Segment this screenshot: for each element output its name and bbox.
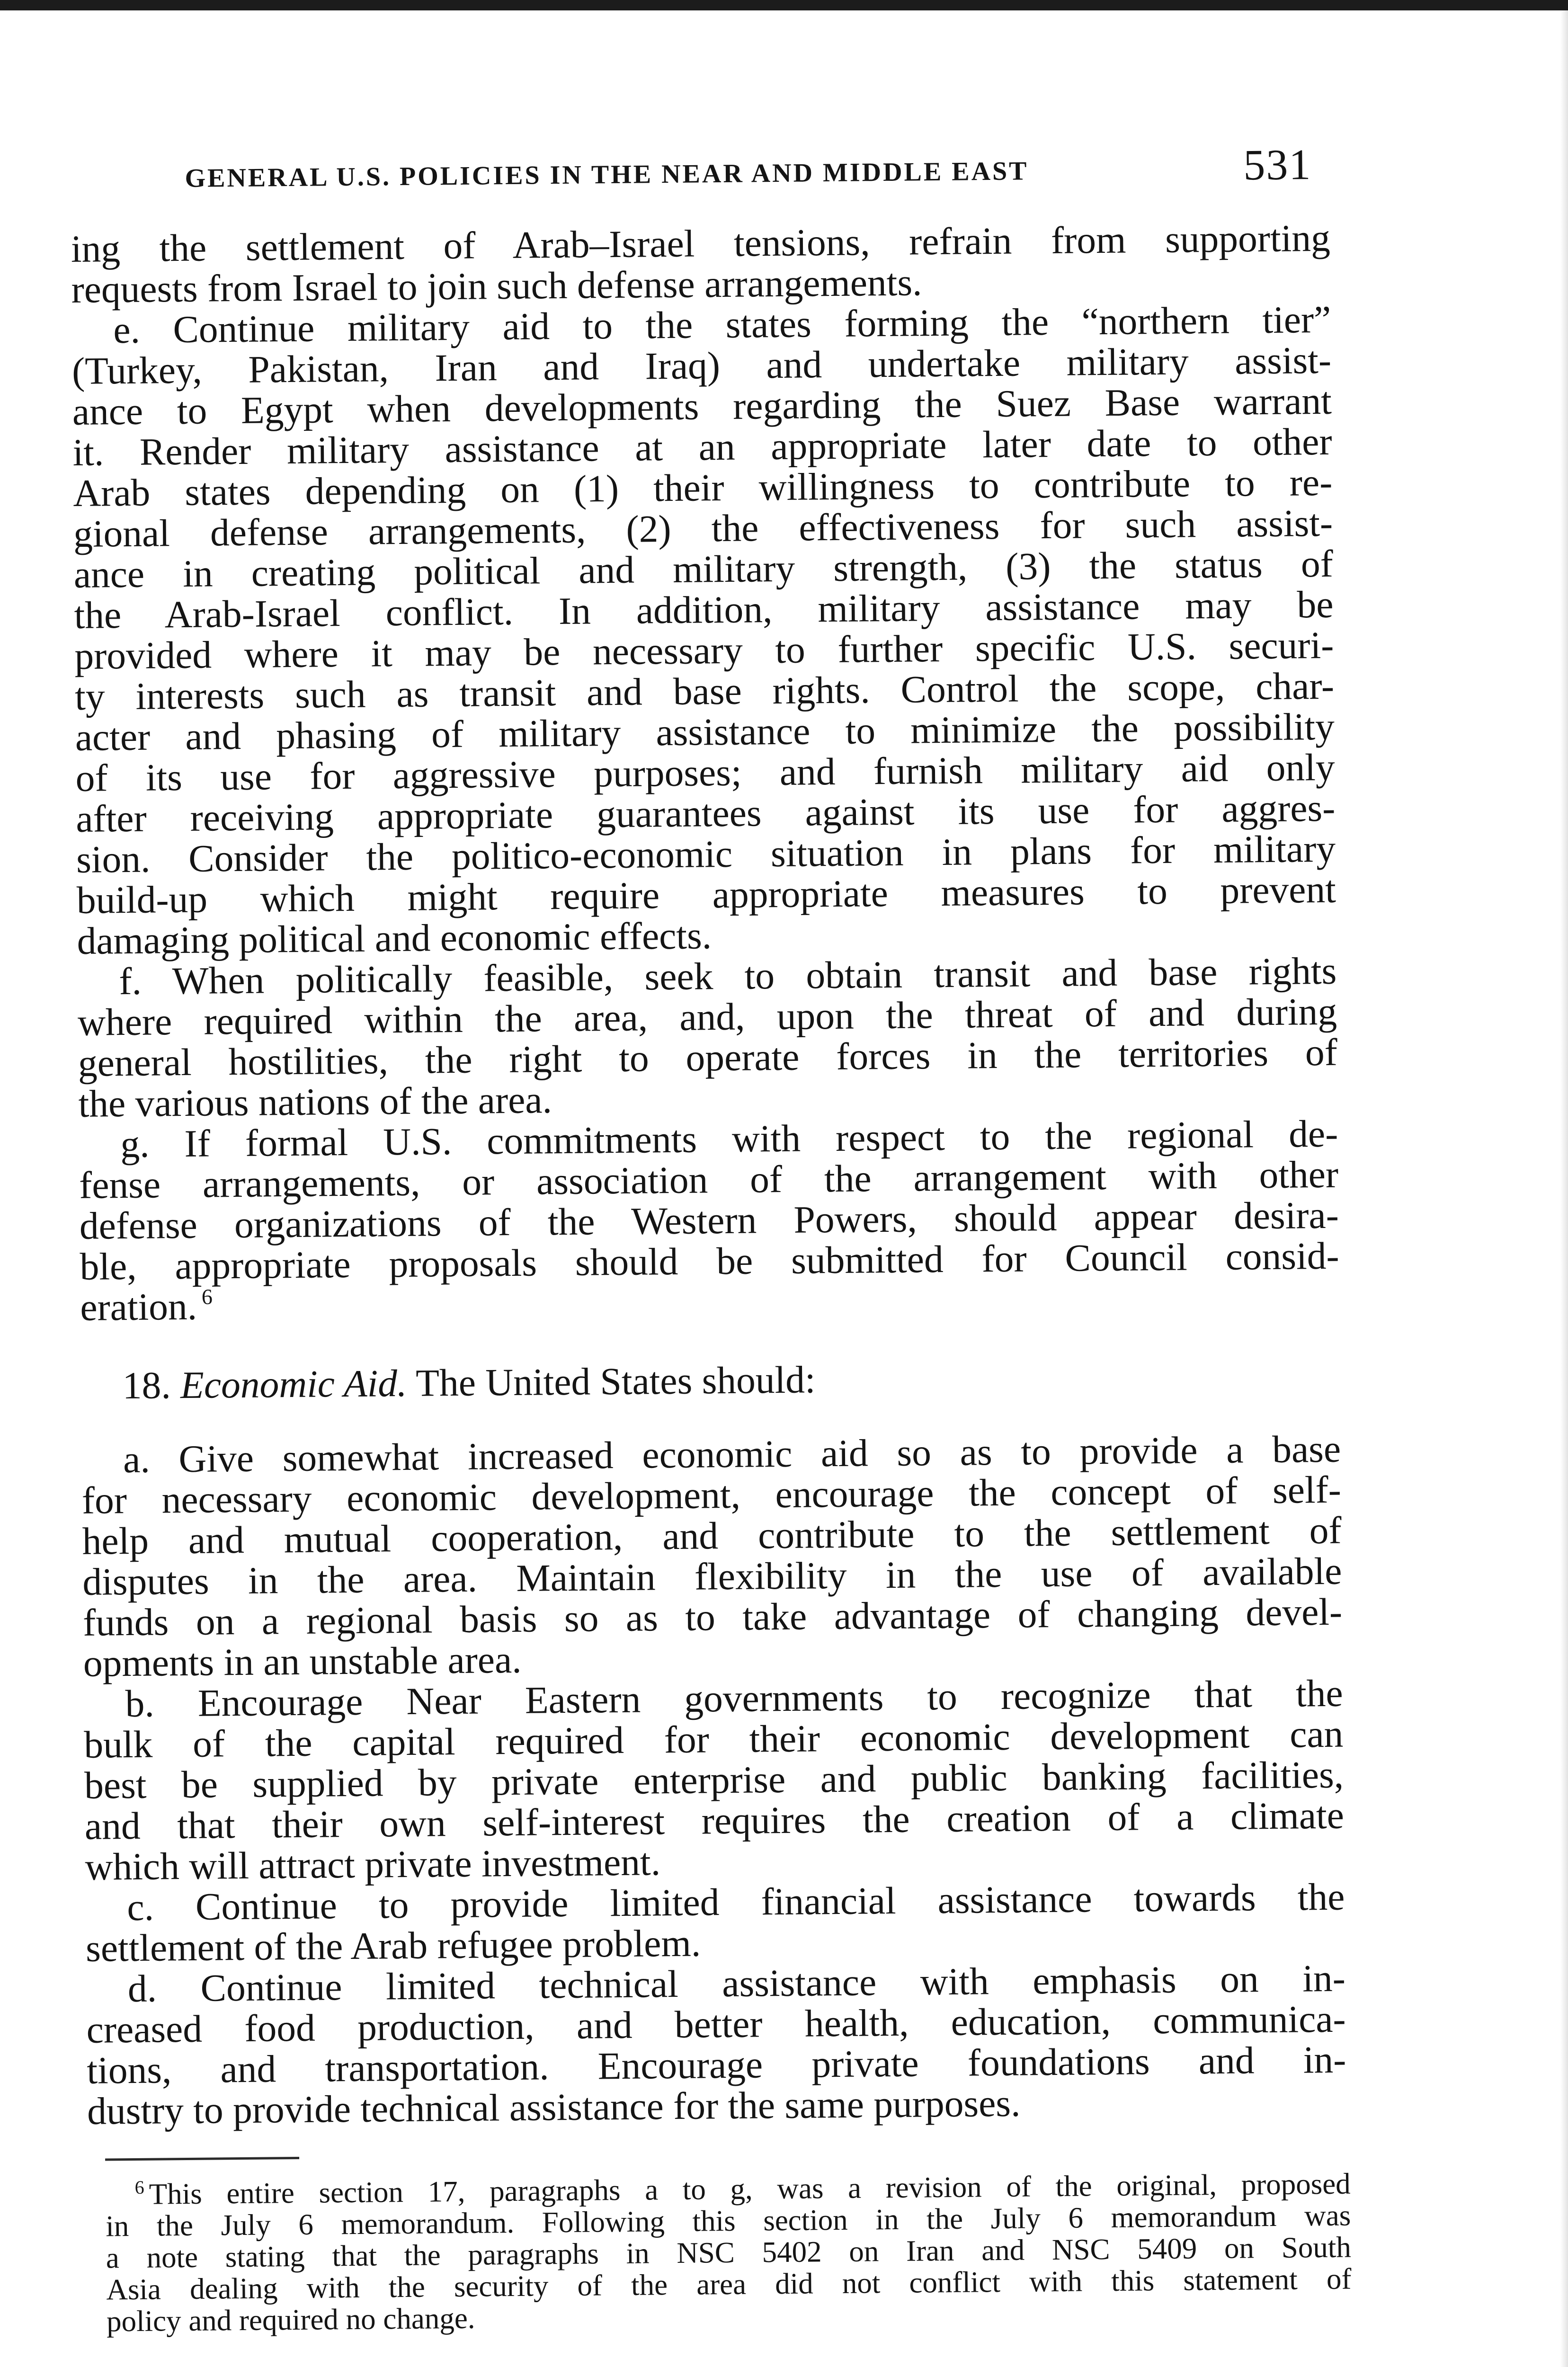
paragraph-g-line: ble, appropriate proposals should be submitted for Council consid- — [80, 1234, 1339, 1288]
page-number: 531 — [1243, 140, 1312, 189]
paragraph-e-line: it. Render military assistance at an appropriate later date to other — [72, 419, 1332, 474]
paragraph-g-line: g. If formal U.S. commitments with respect to the regional de- — [120, 1112, 1338, 1166]
paragraph-e-line: sion. Consider the politico-economic situation in plans for military — [76, 827, 1336, 881]
paragraph-18a-line: funds on a regional basis so as to take advantage of changing devel- — [82, 1590, 1343, 1644]
paragraph-18b-line: and that their own self-interest requires the creation of a climate — [84, 1793, 1345, 1848]
paragraph-f-line: where required within the area, and, upon the threat of and during — [77, 989, 1337, 1044]
paragraph-e-line: Arab states depending on (1) their willingness to contribute to re- — [72, 460, 1333, 515]
footnote-line: a note stating that the paragraphs in NSC 5402 on Iran and NSC 5409 on South — [106, 2230, 1352, 2275]
paragraph-e-line: provided where it may be necessary to further specific U.S. securi- — [74, 623, 1334, 677]
paragraph-18d-line: d. Continue limited technical assistance with emphasis on in- — [127, 1956, 1346, 2011]
paragraph-e-line: build-up which might require appropriate measures to prevent — [76, 867, 1336, 922]
paragraph-18d-line: creased food production, and better health, education, communica- — [86, 1997, 1346, 2051]
paragraph-e-line: the Arab-Israel conflict. In addition, military assistance may be — [74, 582, 1334, 637]
body-text — [71, 218, 1346, 2132]
paragraph-f-line: f. When politically feasible, seek to obtain transit and base rights — [118, 949, 1337, 1003]
section-title: Economic Aid. — [180, 1361, 407, 1407]
text-line: ing the settlement of Arab–Israel tensions, refrain from supporting — [71, 216, 1331, 271]
section-number: 18. — [122, 1363, 171, 1407]
paragraph-18b-line: b. Encourage Near Eastern governments to recognize that the — [125, 1671, 1343, 1726]
paragraph-e-line: gional defense arrangements, (2) the effectiveness for such assist- — [73, 501, 1333, 555]
paragraph-f-line: general hostilities, the right to operate forces in the territories of — [78, 1030, 1338, 1085]
section-lead: The United States should: — [415, 1358, 816, 1405]
paragraph-e-line: e. Continue military aid to the states forming the “northern tier” — [113, 297, 1331, 352]
paragraph-e-line: ance to Egypt when developments regarding the Suez Base warrant — [72, 379, 1332, 433]
footnote-divider — [105, 2157, 299, 2161]
paragraph-g-line: eration. — [80, 1284, 197, 1329]
paragraph-g-line: fense arrangements, or association of the arrangement with other — [79, 1152, 1339, 1207]
footnote-line: in the July 6 memorandum. Following this section in the July 6 memorandum was — [105, 2198, 1351, 2243]
paragraph-18b-line: which will attract private investment. — [85, 1840, 661, 1888]
paragraph-18c-line: c. Continue to provide limited financial assistance towards the — [127, 1875, 1345, 1929]
paragraph-18d-line: dustry to provide technical assistance for the same purposes. — [87, 2081, 1021, 2133]
paragraph-e-line: (Turkey, Pakistan, Iran and Iraq) and undertake military assist- — [71, 338, 1332, 393]
footnote-number: 6 — [134, 2176, 144, 2198]
paragraph-18b-line: bulk of the capital required for their economic development can — [84, 1712, 1344, 1766]
paragraph-e-line: ance in creating political and military strength, (3) the status of — [73, 542, 1334, 596]
paragraph-18a-line: help and mutual cooperation, and contribute to the settlement of — [82, 1508, 1342, 1563]
paragraph-f-line: the various nations of the area. — [78, 1078, 552, 1125]
paragraph-18a-line: opments in an unstable area. — [83, 1637, 522, 1685]
footnote-block — [105, 2168, 1352, 2338]
footnote-line: This entire section 17, paragraphs a to g, was a revision of the original, proposed — [149, 2167, 1351, 2211]
paragraph-e-line: ty interests such as transit and base rights. Control the scope, char- — [74, 664, 1335, 718]
paragraph-e-line: damaging political and economic effects. — [77, 914, 712, 962]
paragraph-18a-line: for necessary economic development, encourage the concept of self- — [81, 1468, 1342, 1522]
footnote-reference[interactable]: 6 — [201, 1284, 213, 1309]
paragraph-18d-line: tions, and transportation. Encourage private foundations and in- — [87, 2038, 1346, 2092]
paragraph-e-line: acter and phasing of military assistance to minimize the possibility — [75, 704, 1335, 759]
paragraph-18a-line: a. Give somewhat increased economic aid so as to provide a base — [123, 1427, 1341, 1481]
paragraph-e-line: of its use for aggressive purposes; and furnish military aid only — [75, 745, 1335, 800]
running-head — [185, 137, 1312, 199]
paragraph-18c-line: settlement of the Arab refugee problem. — [85, 1921, 701, 1970]
footnote-line: policy and required no change. — [106, 2301, 475, 2338]
paragraph-g-line: defense organizations of the Western Powers, should appear desira- — [79, 1193, 1339, 1247]
running-title: GENERAL U.S. POLICIES IN THE NEAR AND MIDDLE EAST — [185, 156, 1029, 193]
paragraph-e-line: after receiving appropriate guarantees against its use for aggres- — [75, 786, 1336, 840]
paragraph-18b-line: best be supplied by private enterprise and public banking facilities, — [84, 1753, 1344, 1807]
text-line: requests from Israel to join such defense arrangements. — [71, 260, 922, 311]
footnote-line: Asia dealing with the security of the area did not conflict with this statement of — [106, 2262, 1352, 2306]
paragraph-18a-line: disputes in the area. Maintain flexibility in the use of available — [82, 1549, 1342, 1603]
